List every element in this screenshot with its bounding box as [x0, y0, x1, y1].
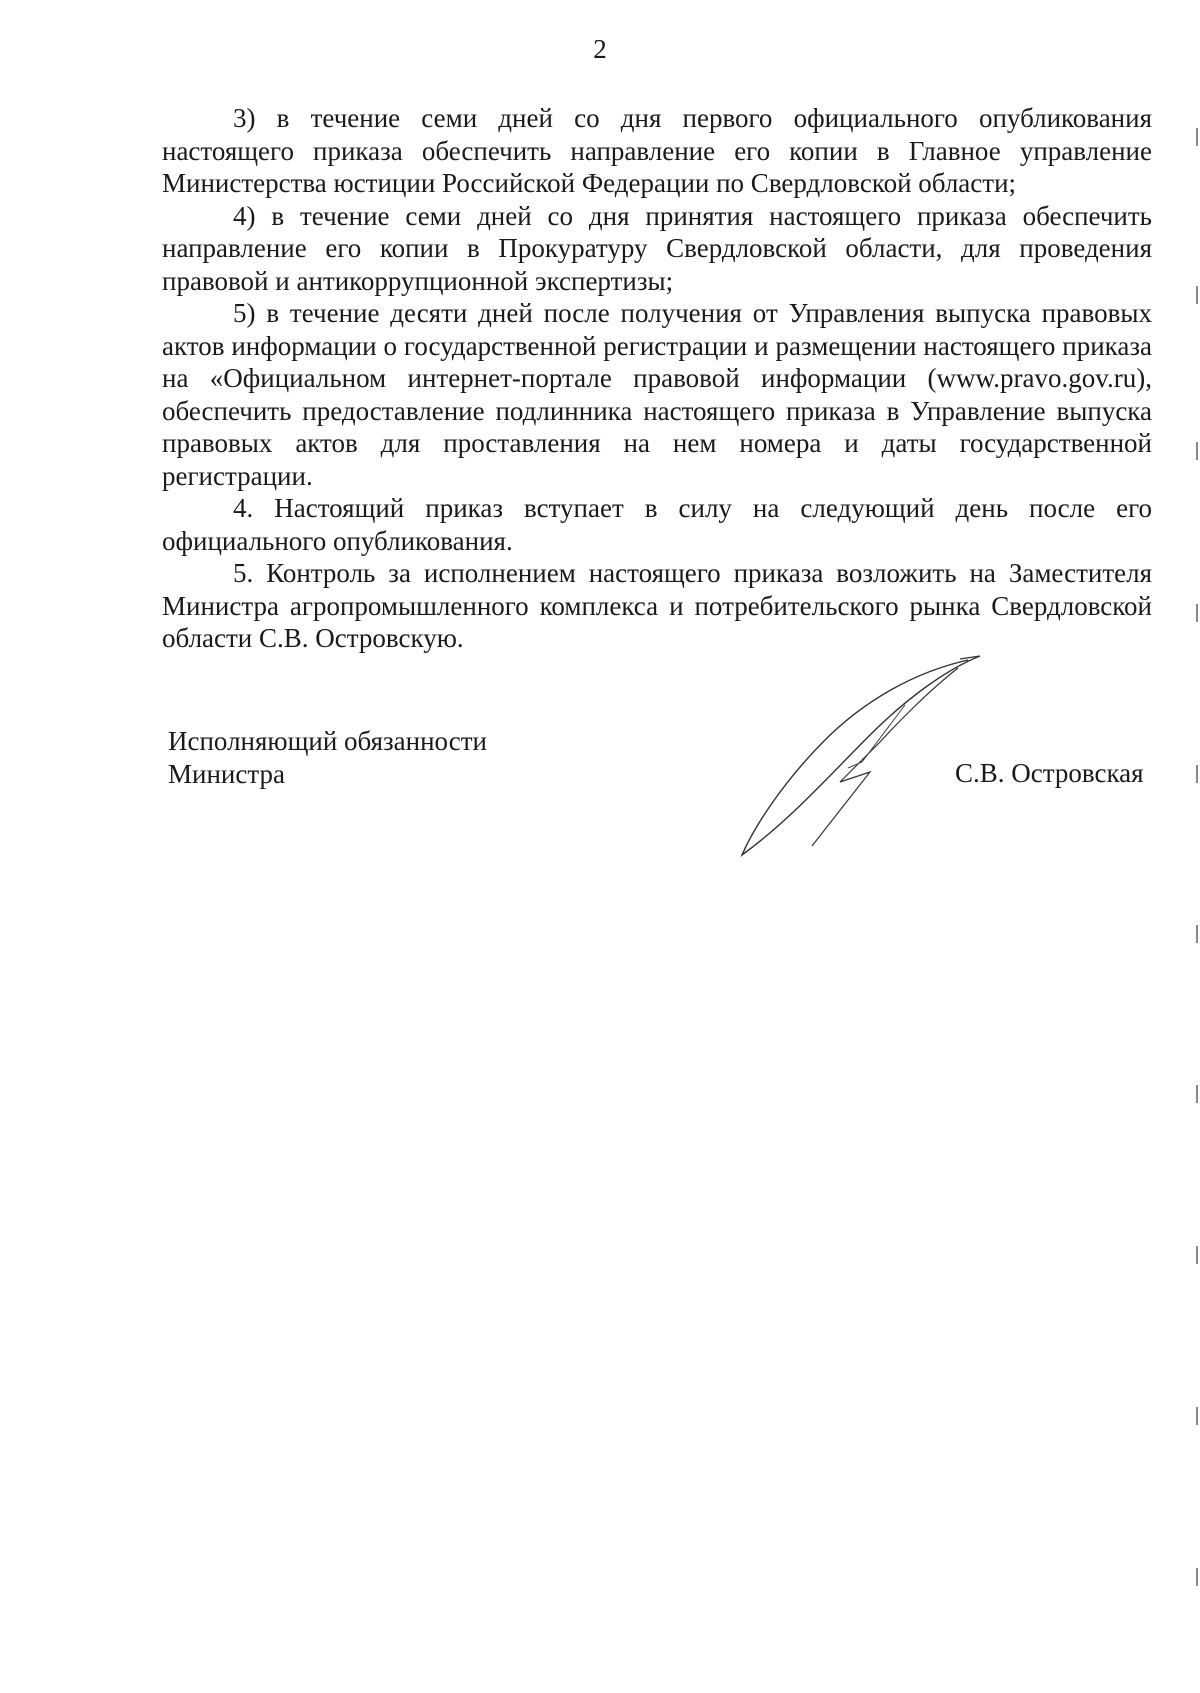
paragraph-item-4: 4) в течение семи дней со дня принятия настоящего приказа обеспечить направление его копии в Прокуратуру Свердловской области, для проведения правовой и антикоррупционной экспертизы;	[162, 200, 1152, 296]
signatory-title-line2: Министра	[168, 758, 285, 789]
page-number: 2	[593, 34, 607, 64]
signatory-name: С.В. Островская	[955, 758, 1144, 788]
scan-mark	[1196, 925, 1198, 943]
paragraph-item-3: 3) в течение семи дней со дня первого официального опубликования настоящего приказа обеспечить направление его копии в Главное управление Министерства юстиции Российской Федерации по Свердловской области;	[162, 103, 1152, 198]
scan-mark	[1196, 1568, 1198, 1586]
scan-mark	[1196, 128, 1198, 146]
paragraph-clause-4: 4. Настоящий приказ вступает в силу на следующий день после его официального опубликования.	[162, 493, 1152, 556]
handwritten-signature	[730, 650, 990, 860]
signatory-title-line1: Исполняющий обязанности	[168, 726, 487, 756]
document-body	[162, 102, 1152, 655]
scan-mark	[1196, 604, 1198, 622]
signature-block	[168, 725, 1158, 790]
scan-edge-marks	[1194, 0, 1200, 1693]
scan-mark	[1196, 1246, 1198, 1264]
scan-mark	[1196, 442, 1198, 460]
scan-mark	[1196, 765, 1198, 783]
paragraph-item-5: 5) в течение десяти дней после получения от Управления выпуска правовых актов информации о государственной регистрации и размещении настоящего приказа на «Официальном интернет-портале правовой информации (www.pravo.gov.ru), обеспечить предоставление подлинника настоящего приказа в Управление выпуска правовых актов для проставления на нем номера и даты государственной регистрации.	[162, 298, 1152, 491]
scan-mark	[1196, 1085, 1198, 1103]
scan-mark	[1196, 286, 1198, 304]
scan-mark	[1196, 1407, 1198, 1425]
paragraph-clause-5: 5. Контроль за исполнением настоящего приказа возложить на Заместителя Министра агропромышленного комплекса и потребительского рынка Свердловской области С.В. Островскую.	[162, 558, 1152, 653]
